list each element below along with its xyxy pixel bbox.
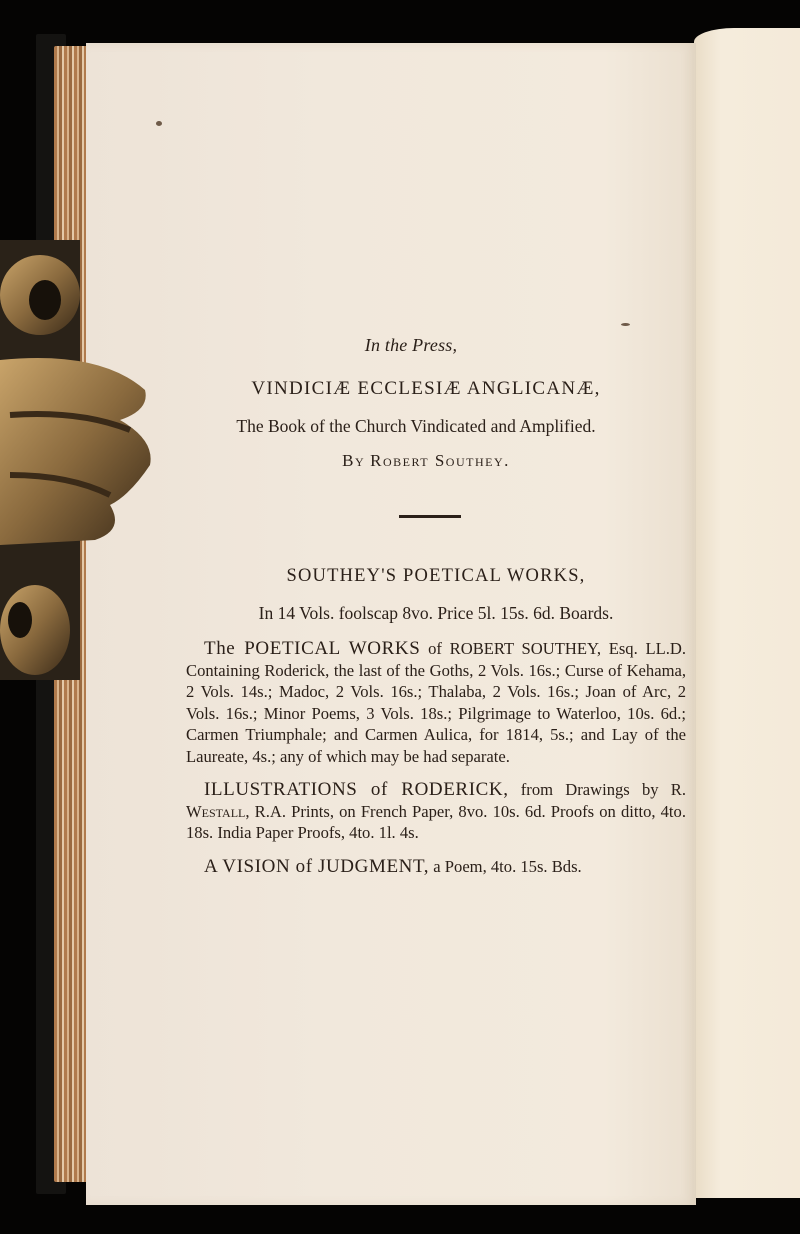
paragraph-text: , R.A. Prints, on French Paper, 8vo. 10s. 6d. Proofs on ditto, 4to. 18s. India Paper Proofs, 4to. 1l. 4s. bbox=[186, 801, 686, 842]
artist-name: R. Westall bbox=[186, 780, 686, 821]
paragraph-text: a Poem, 4to. 15s. Bds. bbox=[429, 856, 582, 876]
byline bbox=[196, 451, 656, 471]
illustrations-paragraph bbox=[186, 779, 686, 844]
poetical-works-heading: SOUTHEY'S POETICAL WORKS, bbox=[286, 566, 586, 586]
book-title: VINDICIÆ ECCLESIÆ ANGLICANÆ, bbox=[251, 378, 601, 399]
paragraph-text: from Drawings by bbox=[508, 780, 671, 799]
vision-of-judgment-paragraph bbox=[186, 856, 686, 878]
poetical-works-paragraph bbox=[186, 638, 686, 767]
book-subtitle: The Book of the Church Vindicated and Amplified. bbox=[236, 416, 596, 436]
advertisement-text bbox=[186, 335, 716, 877]
foxing-spot bbox=[621, 323, 630, 326]
paragraph-lead: ILLUSTRATIONS of RODERICK, bbox=[204, 779, 509, 800]
poetical-works-price: In 14 Vols. foolscap 8vo. Price 5l. 15s. 6d. Boards. bbox=[258, 603, 614, 623]
byline-by: By bbox=[342, 451, 366, 470]
byline-author: Robert Southey. bbox=[370, 451, 510, 470]
paragraph-lead: The POETICAL WORKS bbox=[204, 638, 421, 659]
paragraph-lead: A VISION of JUDGMENT, bbox=[204, 855, 430, 877]
in-the-press-heading: In the Press, bbox=[364, 335, 458, 355]
paragraph-text: of ROBERT SOUTHEY, Esq. LL.D. Containing Roderick, the last of the Goths, 2 Vols. 16s.; Curse of Kehama, 2 Vols. 14s.; Madoc, 2 Vols. 16s.; Thalaba, 2 Vols. 16s.; Joan of Arc, 2 Vols. 16s.; Minor Poems, 3 Vols. 18s.; Pilgrimage to Waterloo, 10s. 6d.; Carmen Triumphale; and Carmen Aulica, for 1814, 5s.; and Lay of the Laureate, 4s.; any of which may be had separate. bbox=[186, 639, 687, 766]
section-divider bbox=[399, 515, 461, 518]
foxing-spot bbox=[156, 121, 162, 126]
brass-clasp-image bbox=[0, 240, 165, 680]
